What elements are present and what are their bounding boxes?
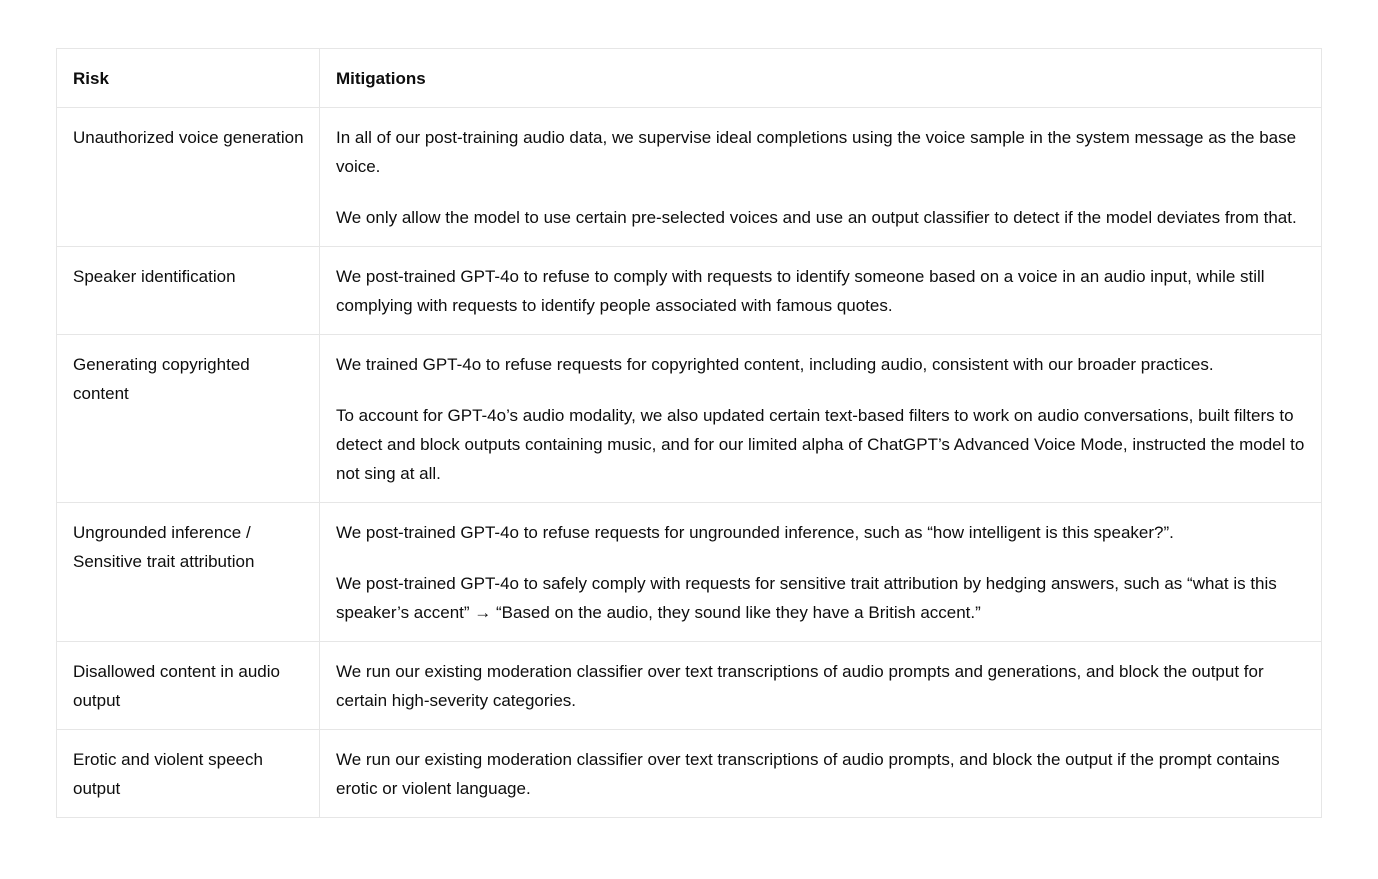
mitigation-paragraph: We only allow the model to use certain pre-selected voices and use an output classifier to detect if the model deviates from that. (336, 208, 1297, 227)
mitigations-cell (320, 503, 1322, 642)
risk-mitigation-table-container (56, 48, 1321, 818)
table-header-row (57, 49, 1322, 108)
table-row (57, 503, 1322, 642)
risk-cell: Generating copyrighted content (57, 335, 320, 503)
mitigation-paragraph: In all of our post-training audio data, we supervise ideal completions using the voice sample in the system message as the base voice. (336, 128, 1297, 176)
risk-cell: Ungrounded inference / Sensitive trait attribution (57, 503, 320, 642)
mitigation-paragraph: We trained GPT-4o to refuse requests for copyrighted content, including audio, consistent with our broader practices. (336, 355, 1214, 374)
table-row (57, 335, 1322, 503)
mitigation-paragraph: We run our existing moderation classifier over text transcriptions of audio prompts and generations, and block the output for certain high-severity categories. (336, 662, 1264, 710)
mitigations-cell (320, 108, 1322, 247)
mitigation-paragraph: We post-trained GPT-4o to refuse to comply with requests to identify someone based on a voice in an audio input, while still complying with requests to identify people associated with famous quotes. (336, 267, 1265, 315)
header-mitigations: Mitigations (320, 49, 1322, 108)
mitigation-paragraph: We run our existing moderation classifier over text transcriptions of audio prompts, and block the output if the prompt contains erotic or violent language. (336, 750, 1280, 798)
risk-cell: Erotic and violent speech output (57, 730, 320, 818)
header-risk: Risk (57, 49, 320, 108)
risk-cell: Disallowed content in audio output (57, 642, 320, 730)
table-row (57, 642, 1322, 730)
mitigation-paragraph: To account for GPT-4o’s audio modality, we also updated certain text-based filters to work on audio conversations, built filters to detect and block outputs containing music, and for our limited alpha of ChatGPT’s Advanced Voice Mode, instructed the model to not sing at all. (336, 406, 1305, 483)
mitigations-cell (320, 247, 1322, 335)
mitigations-cell (320, 730, 1322, 818)
table-row (57, 730, 1322, 818)
risk-mitigation-table (56, 48, 1322, 818)
risk-cell: Unauthorized voice generation (57, 108, 320, 247)
table-row (57, 247, 1322, 335)
risk-cell: Speaker identification (57, 247, 320, 335)
mitigation-paragraph: We post-trained GPT-4o to refuse requests for ungrounded inference, such as “how intelligent is this speaker?”. (336, 523, 1174, 542)
table-row (57, 108, 1322, 247)
mitigations-cell (320, 335, 1322, 503)
mitigation-paragraph: We post-trained GPT-4o to safely comply with requests for sensitive trait attribution by hedging answers, such as “what is this speaker’s accent” → “Based on the audio, they sound like they have a British accent.” (336, 574, 1277, 622)
mitigations-cell (320, 642, 1322, 730)
